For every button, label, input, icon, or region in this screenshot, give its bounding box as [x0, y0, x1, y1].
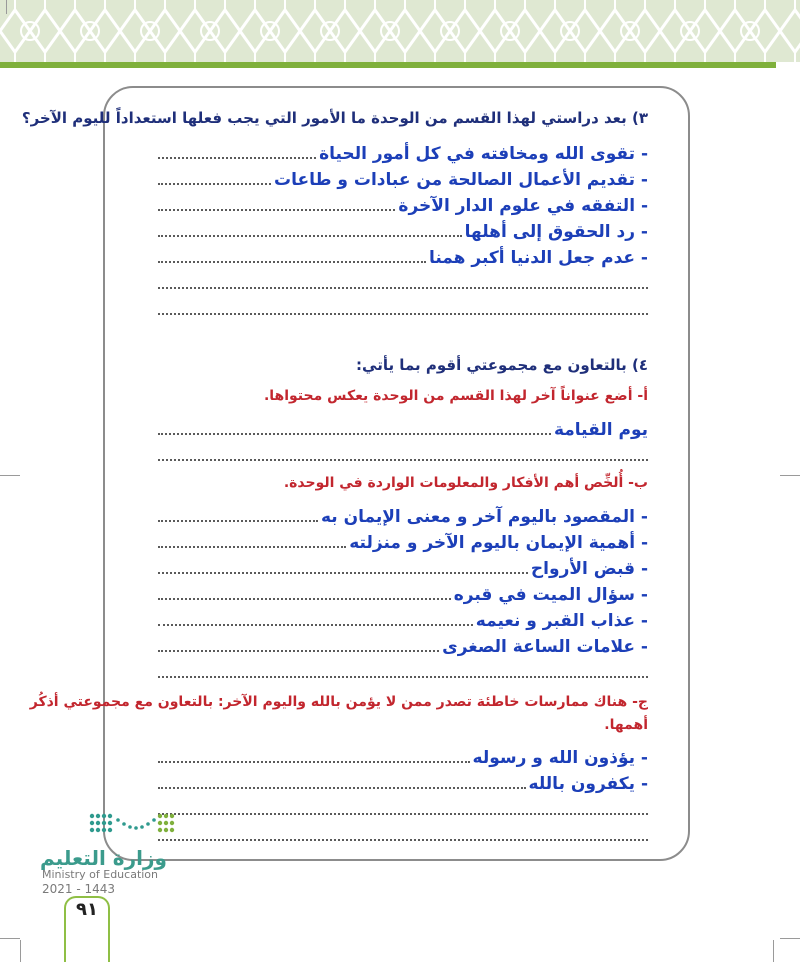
crop-mark — [20, 940, 21, 962]
page-number: ٩١ — [76, 899, 98, 920]
answer-line-empty[interactable] — [158, 293, 648, 321]
dotted-line — [158, 650, 439, 652]
dotted-line — [158, 520, 318, 522]
dotted-line — [158, 839, 648, 841]
answer-line[interactable] — [158, 604, 648, 632]
answer-line[interactable] — [158, 413, 648, 441]
ministry-name-arabic: وزارة التعليم — [40, 846, 167, 870]
answer-text: - عدم جعل الدنيا أكبر همنا — [428, 248, 648, 268]
answer-text: - يؤذون الله و رسوله — [472, 748, 648, 768]
answer-line-empty[interactable] — [158, 267, 648, 295]
crop-mark — [780, 938, 800, 939]
part-c-prompt-continued: أهمها. — [604, 717, 648, 733]
answer-line-empty[interactable] — [158, 819, 648, 847]
dotted-line — [158, 287, 648, 289]
part-c-prompt: ج- هناك ممارسات خاطئة تصدر ممن لا يؤمن بالله واليوم الآخر: بالتعاون مع مجموعتي أذكُر — [29, 694, 648, 710]
answer-text: - عذاب القبر و نعيمه — [475, 611, 648, 631]
answer-text: - علامات الساعة الصغرى — [442, 637, 648, 657]
answer-text: - قبض الأرواح — [530, 559, 648, 579]
answer-line-empty[interactable] — [158, 793, 648, 821]
dotted-line — [158, 546, 346, 548]
ministry-name-english: Ministry of Education — [42, 868, 159, 881]
answer-line-empty[interactable] — [158, 439, 648, 467]
dotted-line — [158, 459, 648, 461]
answer-text: يوم القيامة — [553, 420, 648, 440]
part-a-prompt: أ- أضع عنواناً آخر لهذا القسم من الوحدة يعكس محتواها. — [263, 388, 648, 404]
dotted-line — [158, 572, 528, 574]
dotted-line — [158, 676, 648, 678]
dotted-line — [158, 813, 648, 815]
answer-line[interactable] — [158, 741, 648, 769]
dotted-line — [158, 157, 316, 159]
header-accent-line — [0, 62, 776, 68]
answer-text: - سؤال الميت في قبره — [453, 585, 648, 605]
geometric-pattern-icon — [0, 0, 800, 62]
answer-text: - رد الحقوق إلى أهلها — [464, 222, 648, 242]
ministry-logo-icon — [88, 810, 178, 838]
question-4: ٤) بالتعاون مع مجموعتي أقوم بما يأتي: — [356, 356, 648, 374]
part-b-prompt: ب- أُلخِّص أهم الأفكار والمعلومات الواردة في الوحدة. — [283, 475, 648, 491]
dotted-line — [158, 787, 526, 789]
dotted-line — [158, 235, 462, 237]
answer-line[interactable] — [158, 241, 648, 269]
answer-line[interactable] — [158, 630, 648, 658]
dotted-line — [158, 261, 426, 263]
dotted-line — [158, 433, 551, 435]
question-3: ٣) بعد دراستي لهذا القسم من الوحدة ما الأمور التي يجب فعلها استعداداً لليوم الآخر؟ — [21, 109, 648, 127]
answer-line[interactable] — [158, 189, 648, 217]
crop-mark — [780, 475, 800, 476]
answer-line[interactable] — [158, 137, 648, 165]
edition-year: 2021 - 1443 — [42, 882, 116, 896]
answer-text: - تقوى الله ومخافته في كل أمور الحياة — [319, 144, 648, 164]
dotted-line — [158, 598, 451, 600]
answer-line[interactable] — [158, 578, 648, 606]
answer-line[interactable] — [158, 767, 648, 795]
dotted-line — [158, 313, 648, 315]
dotted-line — [158, 761, 470, 763]
answer-text: - التفقه في علوم الدار الآخرة — [398, 196, 648, 216]
dotted-line — [158, 183, 271, 185]
answer-text: - تقديم الأعمال الصالحة من عبادات و طاعات — [274, 170, 648, 190]
dotted-line — [158, 209, 395, 211]
answer-line[interactable] — [158, 215, 648, 243]
crop-mark — [0, 475, 20, 476]
answer-line-empty[interactable] — [158, 656, 648, 684]
answer-line[interactable] — [158, 163, 648, 191]
crop-mark — [0, 938, 20, 939]
answer-line[interactable] — [158, 500, 648, 528]
dotted-line — [158, 624, 473, 626]
crop-mark — [6, 0, 7, 14]
answer-text: - يكفرون بالله — [528, 774, 648, 794]
crop-mark — [773, 940, 774, 962]
answer-text: - المقصود باليوم آخر و معنى الإيمان به — [320, 507, 648, 527]
answer-line[interactable] — [158, 552, 648, 580]
answer-line[interactable] — [158, 526, 648, 554]
answer-text: - أهمية الإيمان باليوم الآخر و منزلته — [349, 533, 648, 553]
header-banner — [0, 0, 800, 62]
